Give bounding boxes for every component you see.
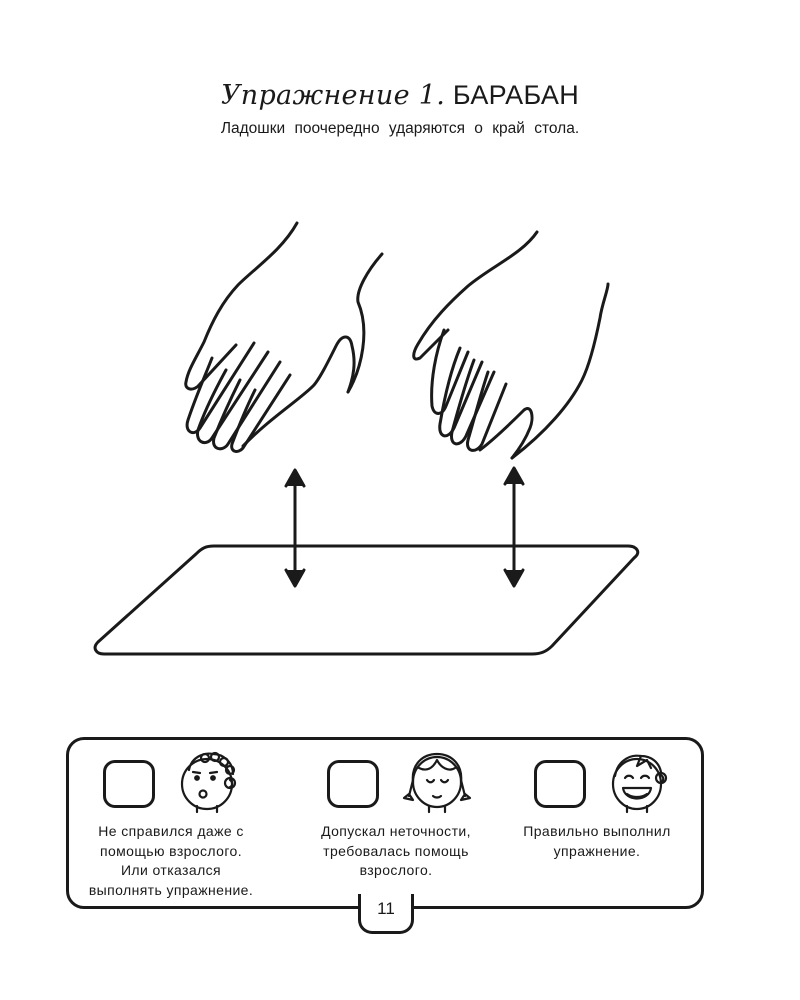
caption-line: взрослого. xyxy=(359,862,433,878)
exercise-name: БАРАБАН xyxy=(452,80,580,110)
self-assessment-panel xyxy=(66,737,704,909)
caption-line: Не справился даже с xyxy=(98,823,244,839)
upset-baby-face-icon xyxy=(175,748,243,814)
double-arrow-icon xyxy=(286,470,304,586)
caption-line: выполнять упражнение. xyxy=(88,881,254,898)
left-hand-icon xyxy=(186,223,382,451)
assessment-checkbox-2[interactable] xyxy=(327,760,379,808)
caption-line: требовалась помощь xyxy=(323,842,469,859)
assessment-checkbox-1[interactable] xyxy=(103,760,155,808)
caption-line: помощью взрослого. xyxy=(99,842,243,859)
happy-boy-face-icon xyxy=(607,748,671,814)
caption-line: Правильно выполнил xyxy=(523,823,671,839)
assessment-checkbox-3[interactable] xyxy=(534,760,586,808)
assessment-caption-1 xyxy=(71,822,271,900)
assessment-caption-3 xyxy=(517,822,677,861)
exercise-number: Упражнение 1. xyxy=(220,80,446,111)
caption-line: Или отказался xyxy=(120,862,222,878)
double-arrow-icon xyxy=(505,468,523,586)
exercise-instruction: Ладошки поочередно ударяются о край стола. xyxy=(220,120,580,137)
caption-line: упражнение. xyxy=(553,842,641,859)
assessment-caption-2 xyxy=(301,822,491,881)
caption-line: Допускал неточности, xyxy=(321,823,471,839)
calm-girl-face-icon xyxy=(397,746,477,816)
right-hand-icon xyxy=(414,232,608,458)
page-number: 11 xyxy=(358,894,414,934)
table-icon xyxy=(95,546,638,654)
